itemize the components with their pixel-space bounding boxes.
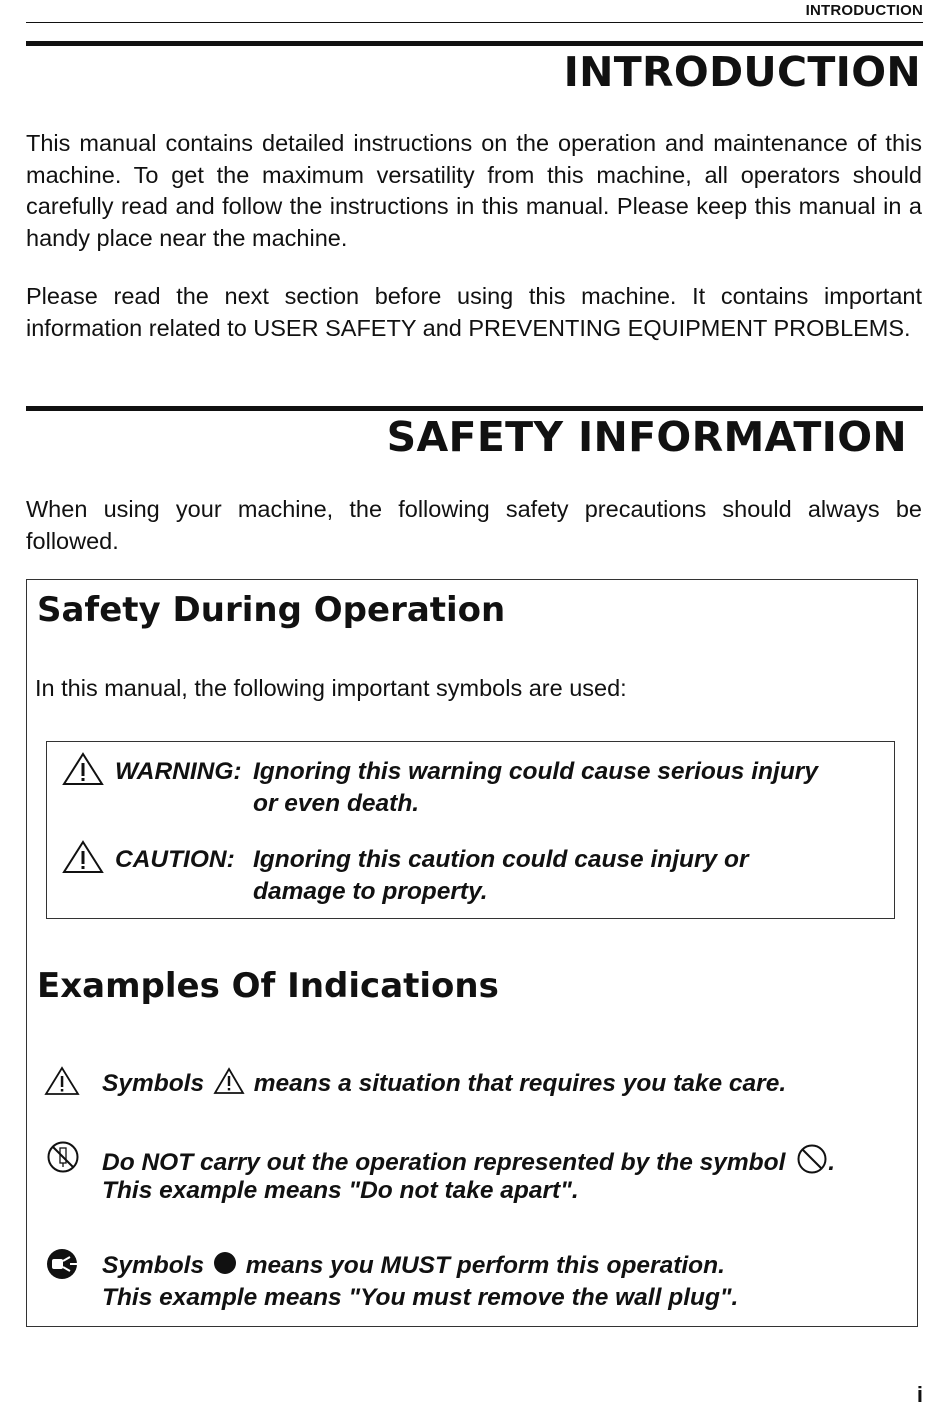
unplug-icon	[46, 1248, 80, 1280]
caution-triangle-icon	[62, 840, 104, 874]
page-number: i	[916, 1382, 923, 1407]
safety-paragraph: When using your machine, the following safety precautions should always be followed.	[26, 496, 922, 554]
example-2-line2: This example means "Do not take apart".	[102, 1177, 579, 1204]
mandatory-action-icon	[213, 1251, 237, 1275]
intro-paragraph-1: This manual contains detailed instructions on the operation and maintenance of this machine. To get the maximum versatility from this machine, all operators should carefully read and follow the instructions in this manual. Please keep this manual in a handy place near the machine.	[26, 130, 922, 251]
example-3-pre: Symbols	[102, 1252, 205, 1279]
examples-title: Examples Of Indications	[37, 966, 499, 1006]
caution-text-line2: damage to property.	[253, 878, 488, 905]
caution-label: CAUTION:	[115, 846, 235, 873]
example-3-line2: This example means "You must remove the wall plug".	[102, 1284, 739, 1311]
example-2-line1	[102, 1143, 835, 1179]
intro-title: INTRODUCTION	[563, 48, 921, 96]
running-header: INTRODUCTION	[805, 2, 923, 19]
example-1-post: means a situation that requires you take care.	[253, 1070, 787, 1097]
section-rule	[26, 406, 923, 411]
example-3-post: means you MUST perform this operation.	[245, 1252, 725, 1279]
prohibition-icon	[796, 1143, 828, 1175]
caution-text-line1: Ignoring this caution could cause injury or	[253, 846, 749, 873]
example-2-text: Do NOT carry out the operation represented by the symbol	[102, 1149, 786, 1176]
warning-text-line2: or even death.	[253, 790, 420, 817]
safety-title: SAFETY INFORMATION	[386, 413, 907, 461]
intro-paragraph-2: Please read the next section before using this machine. It contains important information related to USER SAFETY and PREVENTING EQUIPMENT PROBLEMS.	[26, 283, 922, 341]
example-1-pre: Symbols	[102, 1070, 205, 1097]
example-3-line1	[102, 1250, 725, 1282]
warning-label: WARNING:	[115, 758, 242, 785]
header-rule	[26, 22, 923, 23]
do-not-disassemble-icon	[46, 1140, 80, 1174]
example-1-text	[102, 1067, 786, 1100]
caution-triangle-icon	[44, 1066, 80, 1096]
safety-operation-title: Safety During Operation	[37, 590, 506, 630]
warning-triangle-icon	[62, 752, 104, 786]
warning-text-line1: Ignoring this warning could cause serious injury	[253, 758, 818, 785]
symbols-intro: In this manual, the following important symbols are used:	[35, 675, 627, 701]
caution-triangle-icon	[213, 1067, 245, 1095]
section-rule	[26, 41, 923, 46]
example-2-period: .	[828, 1149, 836, 1176]
